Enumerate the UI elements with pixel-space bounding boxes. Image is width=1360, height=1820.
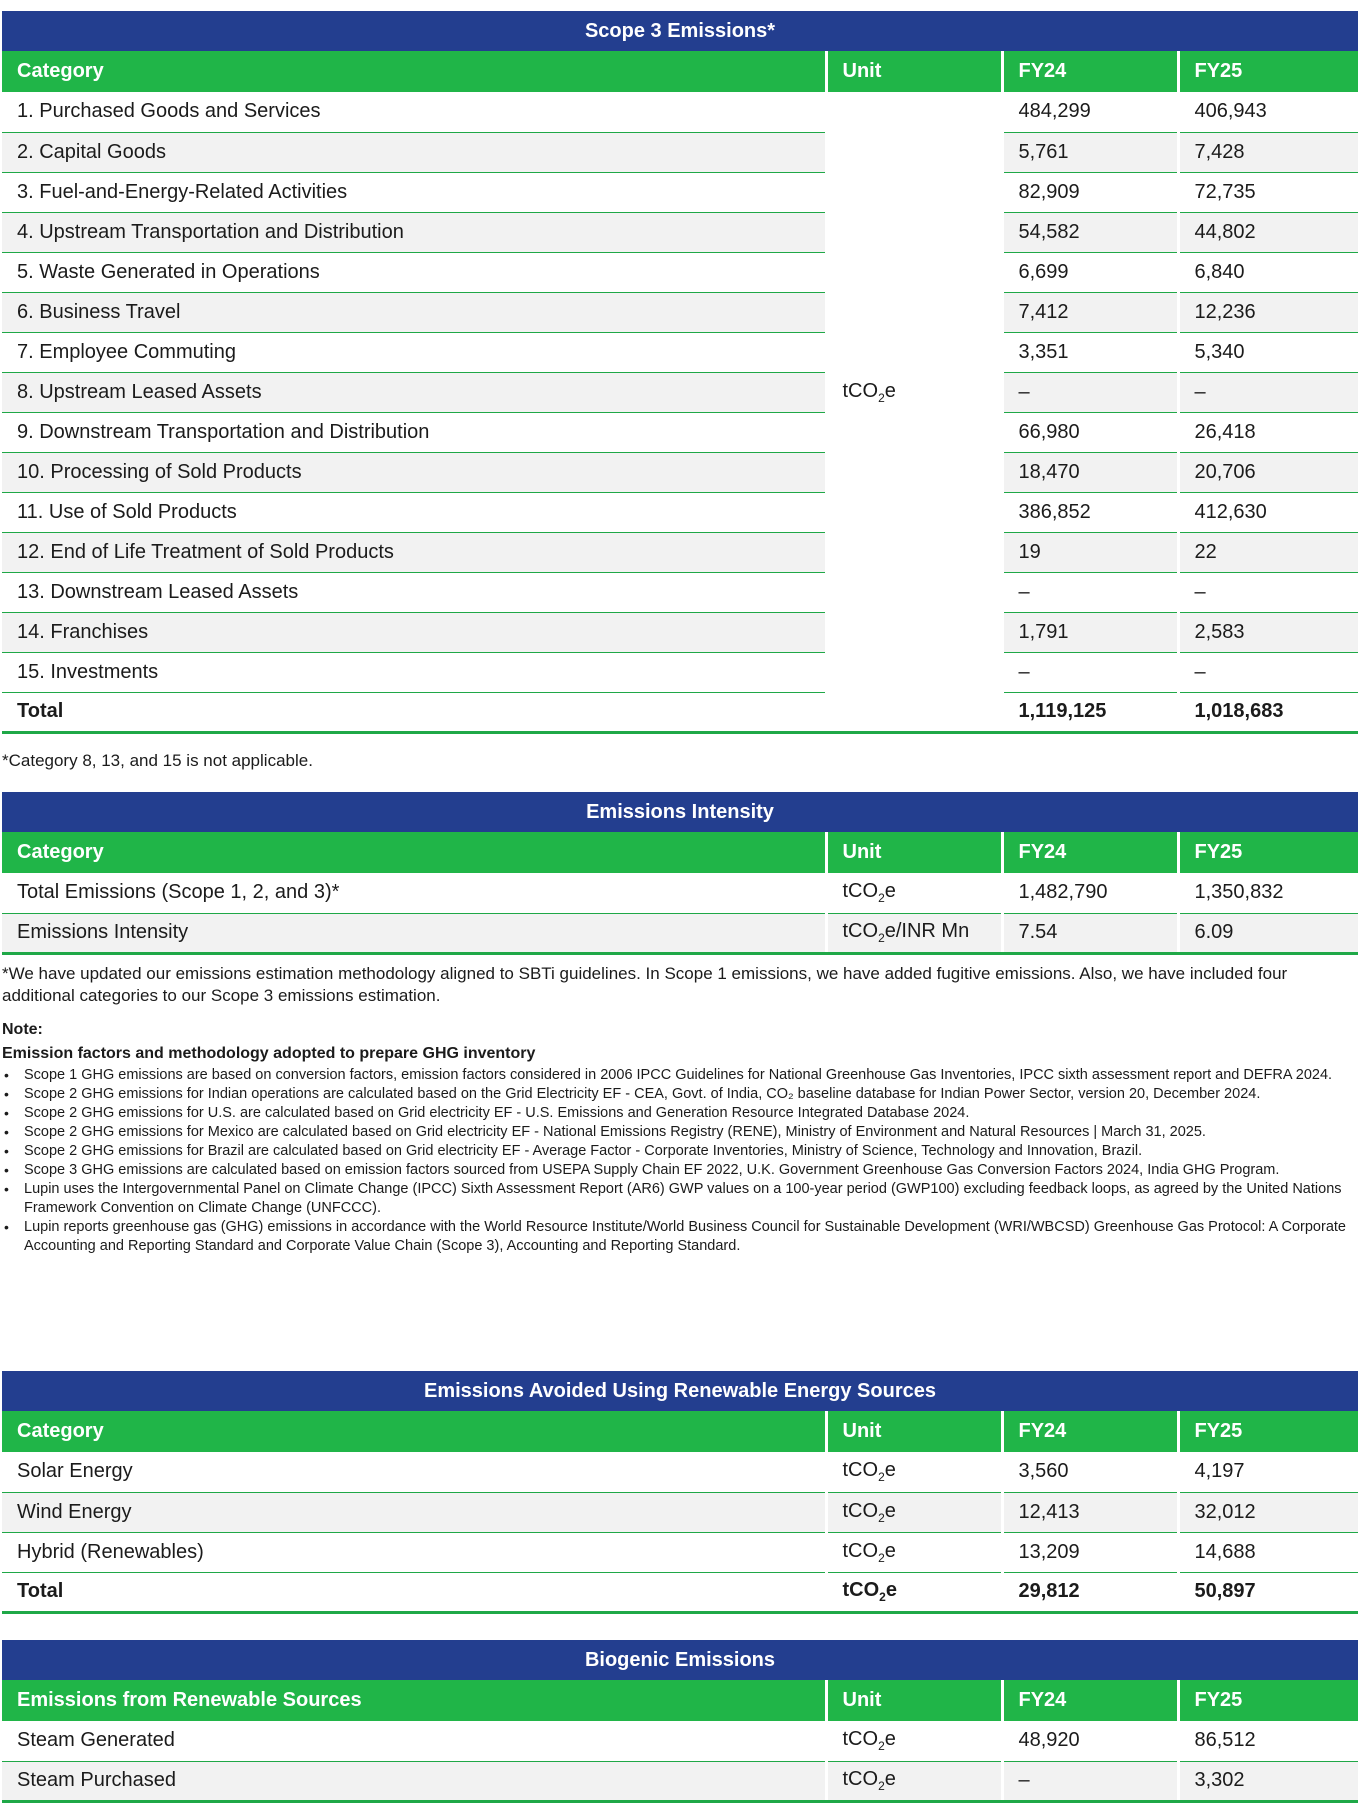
table-header-row — [2, 832, 1358, 873]
total-row — [2, 692, 1358, 732]
fy24-cell: – — [1002, 572, 1178, 612]
total-label: Total — [2, 1572, 826, 1612]
column-header-category: Emissions from Renewable Sources — [2, 1680, 826, 1721]
column-header-fy25: FY25 — [1178, 51, 1358, 92]
total-row — [2, 1572, 1358, 1612]
unit-cell — [826, 1452, 1002, 1492]
fy25-cell: 22 — [1178, 532, 1358, 572]
category-cell: Emissions Intensity — [2, 913, 826, 953]
category-cell: 9. Downstream Transportation and Distribution — [2, 412, 826, 452]
unit-text: tCO — [842, 880, 879, 903]
column-header-unit: Unit — [826, 51, 1002, 92]
fy25-cell: 1,350,832 — [1178, 873, 1358, 913]
unit-subscript: 2 — [878, 1470, 885, 1485]
fy24-cell: 484,299 — [1002, 92, 1178, 132]
unit-text: tCO — [842, 1768, 879, 1790]
intensity-footnote: *We have updated our emissions estimation methodology aligned to SBTi guidelines. In Scope 1 emissions, we have added fugitive emissions. Also, we have included four additional categories to our Scope 3 emissions estimation. — [2, 964, 1288, 1005]
note-item: • Scope 2 GHG emissions for U.S. are calculated based on Grid electricity EF - U.S. Emissions and Generation Resource Integrated Database 2024. — [24, 1104, 1358, 1123]
table-row — [2, 572, 1358, 612]
table-row — [2, 412, 1358, 452]
fy25-cell: 4,197 — [1178, 1452, 1358, 1492]
fy25-cell: 5,340 — [1178, 332, 1358, 372]
fy24-cell: 29,812 — [1002, 1572, 1178, 1612]
fy24-cell: 12,413 — [1002, 1492, 1178, 1532]
fy25-cell: 7,428 — [1178, 132, 1358, 172]
fy24-cell: 82,909 — [1002, 172, 1178, 212]
fy24-cell: 1,119,125 — [1002, 692, 1178, 732]
total-label: Total — [2, 692, 826, 732]
column-header-fy24: FY24 — [1002, 832, 1178, 873]
biogenic-title: Biogenic Emissions — [2, 1640, 1358, 1680]
table-row — [2, 1532, 1358, 1572]
unit-suffix: e — [884, 379, 896, 402]
category-cell: 3. Fuel-and-Energy-Related Activities — [2, 172, 826, 212]
fy24-cell: 1,482,790 — [1002, 873, 1178, 913]
category-cell: 11. Use of Sold Products — [2, 492, 826, 532]
table-row — [2, 92, 1358, 132]
note-item: • Lupin reports greenhouse gas (GHG) emissions in accordance with the World Resource Institute/World Business Council for Sustainable Development (WRI/WBCSD) Greenhouse Gas Protocol: A Corporate Accounting and Reporting Standard and Corporate Value Chain (Scope 3), Accounting and Reporting Standard. — [24, 1218, 1358, 1256]
table-row — [2, 372, 1358, 412]
unit-text: tCO — [842, 1728, 879, 1751]
fy25-cell: – — [1178, 572, 1358, 612]
category-cell: Hybrid (Renewables) — [2, 1532, 826, 1572]
fy24-cell: 3,351 — [1002, 332, 1178, 372]
unit-suffix: e — [884, 1499, 896, 1522]
table-row — [2, 913, 1358, 953]
fy24-cell: 3,560 — [1002, 1452, 1178, 1492]
fy25-cell: – — [1178, 652, 1358, 692]
unit-cell — [826, 1532, 1002, 1572]
column-header-fy24: FY24 — [1002, 1411, 1178, 1452]
unit-suffix: e — [884, 1539, 896, 1562]
table-row — [2, 1721, 1358, 1761]
table-header-row — [2, 1680, 1358, 1721]
note-item: • Lupin uses the Intergovernmental Panel on Climate Change (IPCC) Sixth Assessment Report (AR6) GWP values on a 100-year period (GWP100) excluding feedback loops, as agreed by the United Nations Framework Convention on Climate Change (UNFCCC). — [24, 1180, 1358, 1218]
fy24-cell: 54,582 — [1002, 212, 1178, 252]
unit-text: tCO — [842, 920, 879, 942]
notes-heading: Emission factors and methodology adopted to prepare GHG inventory — [2, 1045, 536, 1062]
category-cell: 6. Business Travel — [2, 292, 826, 332]
fy25-cell: – — [1178, 372, 1358, 412]
unit-subscript: 2 — [878, 1739, 885, 1754]
column-header-unit: Unit — [826, 1680, 1002, 1721]
unit-subscript: 2 — [878, 1779, 885, 1793]
unit-subscript: 2 — [878, 1510, 885, 1525]
unit-text: tCO — [842, 1579, 880, 1601]
category-cell: 7. Employee Commuting — [2, 332, 826, 372]
fy24-cell: 5,761 — [1002, 132, 1178, 172]
unit-cell — [826, 92, 1002, 692]
table-row — [2, 492, 1358, 532]
unit-text: tCO — [842, 379, 879, 402]
note-item: • Scope 3 GHG emissions are calculated based on emission factors sourced from USEPA Supply Chain EF 2022, U.K. Government Greenhouse Gas Conversion Factors 2024, India GHG Program. — [24, 1161, 1358, 1180]
fy24-cell: – — [1002, 372, 1178, 412]
table-row — [2, 252, 1358, 292]
intensity-table — [2, 832, 1358, 955]
category-cell: 5. Waste Generated in Operations — [2, 252, 826, 292]
avoided-title: Emissions Avoided Using Renewable Energy Sources — [2, 1371, 1358, 1411]
unit-cell — [826, 913, 1002, 953]
table-row — [2, 873, 1358, 913]
fy25-cell: 2,583 — [1178, 612, 1358, 652]
biogenic-table — [2, 1680, 1358, 1803]
fy24-cell: 7.54 — [1002, 913, 1178, 953]
unit-cell — [826, 1761, 1002, 1801]
column-header-category: Category — [2, 1411, 826, 1452]
table-row — [2, 1761, 1358, 1801]
fy24-cell: 386,852 — [1002, 492, 1178, 532]
fy25-cell: 26,418 — [1178, 412, 1358, 452]
fy24-cell: 6,699 — [1002, 252, 1178, 292]
category-cell: Total Emissions (Scope 1, 2, and 3)* — [2, 873, 826, 913]
fy24-cell: 18,470 — [1002, 452, 1178, 492]
category-cell: 14. Franchises — [2, 612, 826, 652]
unit-cell — [826, 1572, 1002, 1612]
table-row — [2, 292, 1358, 332]
scope3-footnote: *Category 8, 13, and 15 is not applicable. — [2, 751, 313, 770]
unit-suffix: e — [884, 880, 896, 903]
fy24-cell: 1,791 — [1002, 612, 1178, 652]
category-cell: Solar Energy — [2, 1452, 826, 1492]
column-header-unit: Unit — [826, 832, 1002, 873]
unit-text: tCO — [842, 1459, 879, 1482]
scope3-section — [2, 11, 1358, 734]
table-row — [2, 532, 1358, 572]
table-row — [2, 1452, 1358, 1492]
scope3-title: Scope 3 Emissions* — [2, 11, 1358, 51]
unit-subscript: 2 — [879, 1590, 886, 1604]
table-row — [2, 172, 1358, 212]
avoided-section — [2, 1371, 1358, 1614]
column-header-fy24: FY24 — [1002, 1680, 1178, 1721]
notes-label: Note: — [2, 1021, 43, 1038]
unit-suffix: e — [884, 1768, 896, 1790]
fy25-cell: 44,802 — [1178, 212, 1358, 252]
fy25-cell: 32,012 — [1178, 1492, 1358, 1532]
unit-cell — [826, 1721, 1002, 1761]
unit-subscript: 2 — [878, 390, 885, 405]
fy24-cell: 7,412 — [1002, 292, 1178, 332]
column-header-category: Category — [2, 51, 826, 92]
unit-suffix: e — [884, 1728, 896, 1751]
unit-subscript: 2 — [878, 1550, 885, 1565]
notes-list — [2, 1066, 1358, 1256]
table-row — [2, 332, 1358, 372]
fy25-cell: 12,236 — [1178, 292, 1358, 332]
fy25-cell: 6.09 — [1178, 913, 1358, 953]
column-header-fy25: FY25 — [1178, 1411, 1358, 1452]
scope3-table — [2, 51, 1358, 734]
category-cell: 4. Upstream Transportation and Distribution — [2, 212, 826, 252]
column-header-fy24: FY24 — [1002, 51, 1178, 92]
fy25-cell: 86,512 — [1178, 1721, 1358, 1761]
unit-text: tCO — [842, 1499, 879, 1522]
unit-subscript: 2 — [878, 891, 885, 906]
fy24-cell: 19 — [1002, 532, 1178, 572]
category-cell: Steam Generated — [2, 1721, 826, 1761]
category-cell: 13. Downstream Leased Assets — [2, 572, 826, 612]
fy25-cell: 14,688 — [1178, 1532, 1358, 1572]
table-row — [2, 1492, 1358, 1532]
category-cell: 2. Capital Goods — [2, 132, 826, 172]
intensity-section — [2, 792, 1358, 955]
unit-suffix: e/INR Mn — [884, 920, 970, 942]
fy25-cell: 1,018,683 — [1178, 692, 1358, 732]
column-header-fy25: FY25 — [1178, 1680, 1358, 1721]
category-cell: 8. Upstream Leased Assets — [2, 372, 826, 412]
table-row — [2, 612, 1358, 652]
unit-text: tCO — [842, 1539, 879, 1562]
biogenic-section — [2, 1640, 1358, 1803]
intensity-title: Emissions Intensity — [2, 792, 1358, 832]
unit-suffix: e — [884, 1459, 896, 1482]
fy25-cell: 72,735 — [1178, 172, 1358, 212]
table-row — [2, 212, 1358, 252]
fy25-cell: 406,943 — [1178, 92, 1358, 132]
fy25-cell: 20,706 — [1178, 452, 1358, 492]
fy25-cell: 412,630 — [1178, 492, 1358, 532]
table-row — [2, 452, 1358, 492]
unit-cell — [826, 692, 1002, 732]
avoided-table — [2, 1411, 1358, 1614]
category-cell: 15. Investments — [2, 652, 826, 692]
column-header-unit: Unit — [826, 1411, 1002, 1452]
fy24-cell: 66,980 — [1002, 412, 1178, 452]
fy24-cell: – — [1002, 652, 1178, 692]
unit-suffix: e — [885, 1579, 897, 1601]
fy24-cell: – — [1002, 1761, 1178, 1801]
category-cell: Steam Purchased — [2, 1761, 826, 1801]
category-cell: 12. End of Life Treatment of Sold Products — [2, 532, 826, 572]
table-header-row — [2, 51, 1358, 92]
notes-block — [2, 1018, 1358, 1256]
fy25-cell: 3,302 — [1178, 1761, 1358, 1801]
column-header-fy25: FY25 — [1178, 832, 1358, 873]
note-item: • Scope 2 GHG emissions for Brazil are calculated based on Grid electricity EF - Average Factor - Corporate Inventories, Ministry of Science, Technology and Innovation, Brazil. — [24, 1142, 1358, 1161]
fy24-cell: 13,209 — [1002, 1532, 1178, 1572]
fy24-cell: 48,920 — [1002, 1721, 1178, 1761]
unit-cell — [826, 873, 1002, 913]
fy25-cell: 6,840 — [1178, 252, 1358, 292]
category-cell: Wind Energy — [2, 1492, 826, 1532]
column-header-category: Category — [2, 832, 826, 873]
note-item: • Scope 2 GHG emissions for Mexico are calculated based on Grid electricity EF - National Emissions Registry (RENE), Ministry of Environment and Natural Resources | March 31, 2025. — [24, 1123, 1358, 1142]
category-cell: 1. Purchased Goods and Services — [2, 92, 826, 132]
table-row — [2, 132, 1358, 172]
table-row — [2, 652, 1358, 692]
table-header-row — [2, 1411, 1358, 1452]
unit-subscript: 2 — [878, 931, 885, 945]
note-item: • Scope 1 GHG emissions are based on conversion factors, emission factors considered in 2006 IPCC Guidelines for National Greenhouse Gas Inventories, IPCC sixth assessment report and DEFRA 2024. — [24, 1066, 1358, 1085]
category-cell: 10. Processing of Sold Products — [2, 452, 826, 492]
note-item: • Scope 2 GHG emissions for Indian operations are calculated based on the Grid Electricity EF - CEA, Govt. of India, CO₂ baseline database for Indian Power Sector, version 20, December 2024. — [24, 1085, 1358, 1104]
unit-cell — [826, 1492, 1002, 1532]
fy25-cell: 50,897 — [1178, 1572, 1358, 1612]
